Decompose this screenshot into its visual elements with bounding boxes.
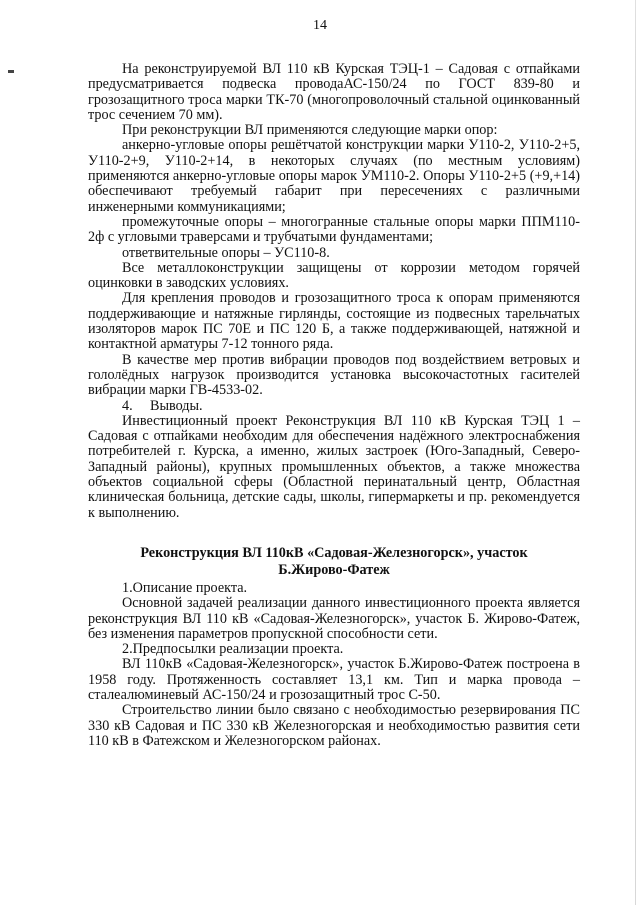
paragraph-insulator-strings: Для крепления проводов и грозозащитного троса к опорам применяются поддерживающие и натяжные гирлянды, состоящие из подвесных тарельчатых изоляторов марок ПС 70Е и ПС 120 Б, а также поддерживающей, натяжной и контактной арматуры 7-12 тонного ряда. [88,290,580,353]
conclusions-number: 4. [122,397,133,414]
paragraph-branch-supports: ответвительные опоры – УС110-8. [122,244,330,261]
paragraph-corrosion-protection: Все металлоконструкции защищены от коррозии методом горячей оцинковки в заводских условиях. [88,259,580,292]
subheading-project-prerequisites: 2.Предпосылки реализации проекта. [122,641,344,658]
paragraph-wire-suspension: На реконструируемой ВЛ 110 кВ Курская ТЭЦ-1 – Садовая с отпайками предусматривается подвеска проводаАС-150/24 по ГОСТ 839-80 и грозозащитного троса марки ТК-70 (многопроволочный стальной оцинкованный трос сечением 70 мм). [88,61,580,123]
paragraph-support-types-intro: При реконструкции ВЛ применяются следующие марки опор: [122,122,498,139]
scan-artifact [8,70,14,73]
paragraph-vibration-dampers: В качестве мер против вибрации проводов под воздействием ветровых и гололёдных нагрузок производится установка высокочастотных гасителей вибрации марки ГВ-4533-02. [88,351,580,399]
conclusions-title: Выводы. [150,397,203,414]
section-heading [88,545,580,579]
paragraph-line-history: ВЛ 110кВ «Садовая-Железногорск», участок Б.Жирово-Фатеж построена в 1958 году. Протяженность составляет 13,1 км. Тип и марка провода – сталеалюминевый АС-150/24 и грозозащитный трос С-50. [88,656,580,703]
scan-edge [635,0,636,905]
document-body [88,62,580,749]
conclusions-heading [88,399,580,414]
page-number: 14 [313,18,327,33]
section-heading-line-1: Реконструкция ВЛ 110кВ «Садовая-Железногорск», участок [140,544,528,561]
section-heading-line-2: Б.Жирово-Фатеж [278,561,390,578]
subheading-project-description: 1.Описание проекта. [122,579,248,596]
paragraph-anchor-angle-supports: анкерно-угловые опоры решётчатой конструкции марки У110-2, У110-2+5, У110-2+9, У110-2+14, в некоторых случаях (по местным условиям) применяются анкерно-угловые опоры марок УМ110-2. Опоры У110-2+5 (+9,+14) обеспечивают требуемый габарит при пересечениях с различными инженерными коммуникациями; [88,137,580,215]
paragraph-conclusions: Инвестиционный проект Реконструкция ВЛ 110 кВ Курская ТЭЦ 1 – Садовая с отпайками необходим для обеспечения надёжного электроснабжения потребителей г. Курска, а именно, жилых застроек (Юго-Западный, Северо-Западный районы), крупных промышленных объектов, а также множества объектов социальной сферы (Областной перинатальный центр, Областная клиническая больница, детские сады, школы, гипермаркеты и пр. рекомендуется к выполнению. [88,412,580,521]
paragraph-intermediate-supports: промежуточные опоры – многогранные стальные опоры марки ППМ110-2ф с угловыми траверсами и трубчатыми фундаментами; [88,213,580,246]
paragraph-construction-reason: Строительство линии было связано с необходимостью резервирования ПС 330 кВ Садовая и ПС 330 кВ Железногорская и необходимостью развития сети 110 кВ в Фатежском и Железногорском районах. [88,702,580,749]
paragraph-project-goal: Основной задачей реализации данного инвестиционного проекта является реконструкция ВЛ 110 кВ «Садовая-Железногорск», участок Б. Жирово-Фатеж, без изменения параметров пропускной способности сети. [88,595,580,642]
